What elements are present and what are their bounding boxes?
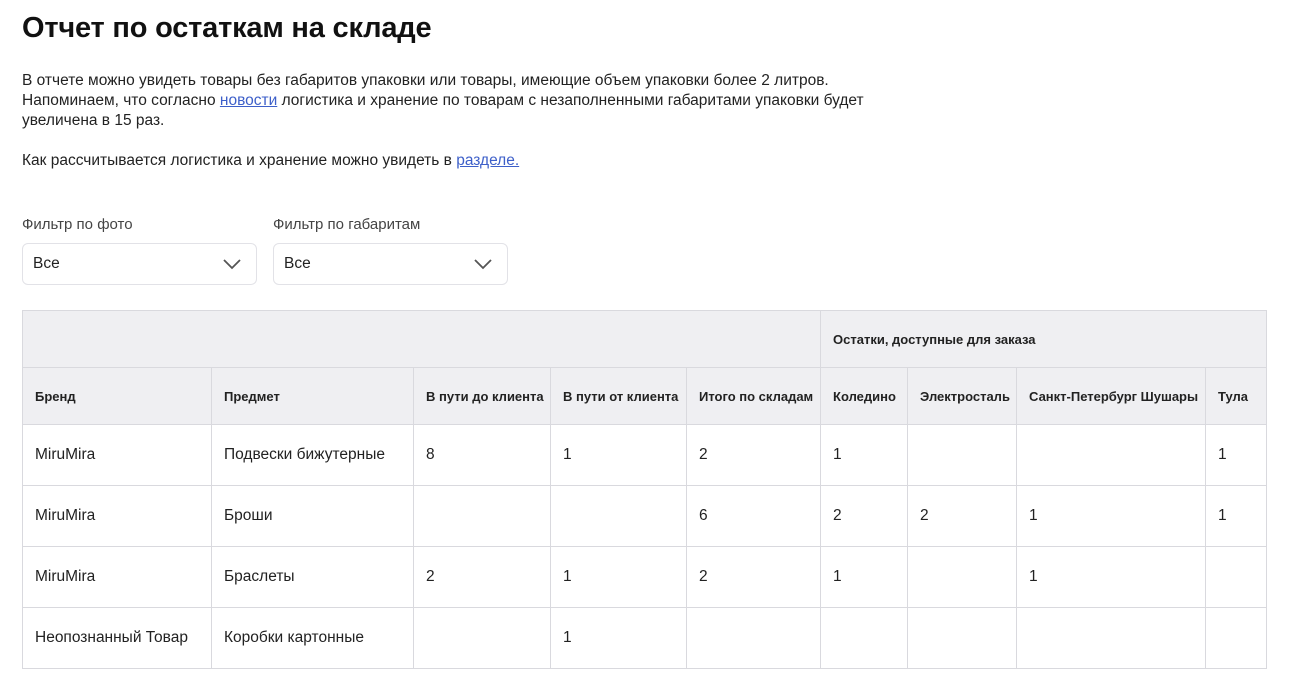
table-row	[23, 608, 1267, 669]
cell-to-client: 8	[414, 425, 551, 486]
cell-to-client	[414, 486, 551, 547]
cell-spb: 1	[1017, 486, 1206, 547]
intro-paragraph-1	[22, 71, 882, 131]
cell-elektrostal: 2	[908, 486, 1017, 547]
cell-subject: Подвески бижутерные	[212, 425, 414, 486]
size-filter-value: Все	[284, 255, 311, 272]
size-filter-select[interactable]	[273, 243, 508, 285]
cell-elektrostal	[908, 425, 1017, 486]
intro-paragraph-2	[22, 151, 882, 171]
col-header-total: Итого по складам	[687, 368, 821, 425]
table-row	[23, 486, 1267, 547]
news-link[interactable]: новости	[219, 92, 278, 109]
photo-filter-select[interactable]	[22, 243, 257, 285]
cell-brand: MiruMira	[23, 425, 212, 486]
cell-brand: Неопознанный Товар	[23, 608, 212, 669]
cell-koledino: 1	[821, 425, 908, 486]
cell-subject: Браслеты	[212, 547, 414, 608]
photo-filter-label: Фильтр по фото	[22, 216, 133, 233]
cell-elektrostal	[908, 608, 1017, 669]
cell-to-client: 2	[414, 547, 551, 608]
cell-from-client: 1	[551, 425, 687, 486]
col-header-to-client: В пути до клиента	[414, 368, 551, 425]
section-link[interactable]: разделе.	[456, 152, 520, 169]
cell-tula: 1	[1206, 425, 1267, 486]
cell-from-client: 1	[551, 547, 687, 608]
cell-brand: MiruMira	[23, 486, 212, 547]
col-header-spb: Санкт-Петербург Шушары	[1017, 368, 1206, 425]
cell-koledino	[821, 608, 908, 669]
stock-report-table	[22, 310, 1267, 669]
table-row	[23, 425, 1267, 486]
size-filter-label: Фильтр по габаритам	[273, 216, 421, 233]
cell-subject: Коробки картонные	[212, 608, 414, 669]
cell-tula: 1	[1206, 486, 1267, 547]
col-header-subject: Предмет	[212, 368, 414, 425]
col-header-koledino: Коледино	[821, 368, 908, 425]
cell-koledino: 2	[821, 486, 908, 547]
cell-brand: MiruMira	[23, 547, 212, 608]
group-header-row	[23, 311, 1267, 368]
cell-spb	[1017, 608, 1206, 669]
cell-elektrostal	[908, 547, 1017, 608]
cell-total	[687, 608, 821, 669]
cell-from-client: 1	[551, 608, 687, 669]
cell-tula	[1206, 608, 1267, 669]
photo-filter-value: Все	[33, 255, 60, 272]
intro-para-2-text: Как рассчитывается логистика и хранение можно увидеть в	[22, 152, 457, 169]
chevron-down-icon	[473, 257, 493, 271]
cell-from-client	[551, 486, 687, 547]
col-header-from-client: В пути от клиента	[551, 368, 687, 425]
col-header-tula: Тула	[1206, 368, 1267, 425]
table-row	[23, 547, 1267, 608]
intro-line-1: В отчете можно увидеть товары без габаритов упаковки или товары, имеющие объем упаковки более 2 литров.	[22, 72, 829, 89]
cell-total: 6	[687, 486, 821, 547]
cell-spb: 1	[1017, 547, 1206, 608]
cell-total: 2	[687, 547, 821, 608]
intro-line-2-start: Напоминаем, что согласно	[22, 92, 220, 109]
cell-total: 2	[687, 425, 821, 486]
group-header-stock: Остатки, доступные для заказа	[821, 311, 1267, 368]
group-header-empty	[23, 311, 821, 368]
cell-koledino: 1	[821, 547, 908, 608]
chevron-down-icon	[222, 257, 242, 271]
intro-line-2-end: логистика и хранение по товарам с незаполненными габаритами упаковки будет увеличена в 15 раз.	[22, 92, 864, 129]
col-header-elektrostal: Электросталь	[908, 368, 1017, 425]
photo-filter	[22, 215, 257, 285]
cell-subject: Броши	[212, 486, 414, 547]
column-header-row	[23, 368, 1267, 425]
cell-tula	[1206, 547, 1267, 608]
cell-to-client	[414, 608, 551, 669]
size-filter	[273, 215, 508, 285]
intro-text	[22, 71, 882, 171]
col-header-brand: Бренд	[23, 368, 212, 425]
page-title: Отчет по остаткам на складе	[22, 12, 432, 44]
cell-spb	[1017, 425, 1206, 486]
